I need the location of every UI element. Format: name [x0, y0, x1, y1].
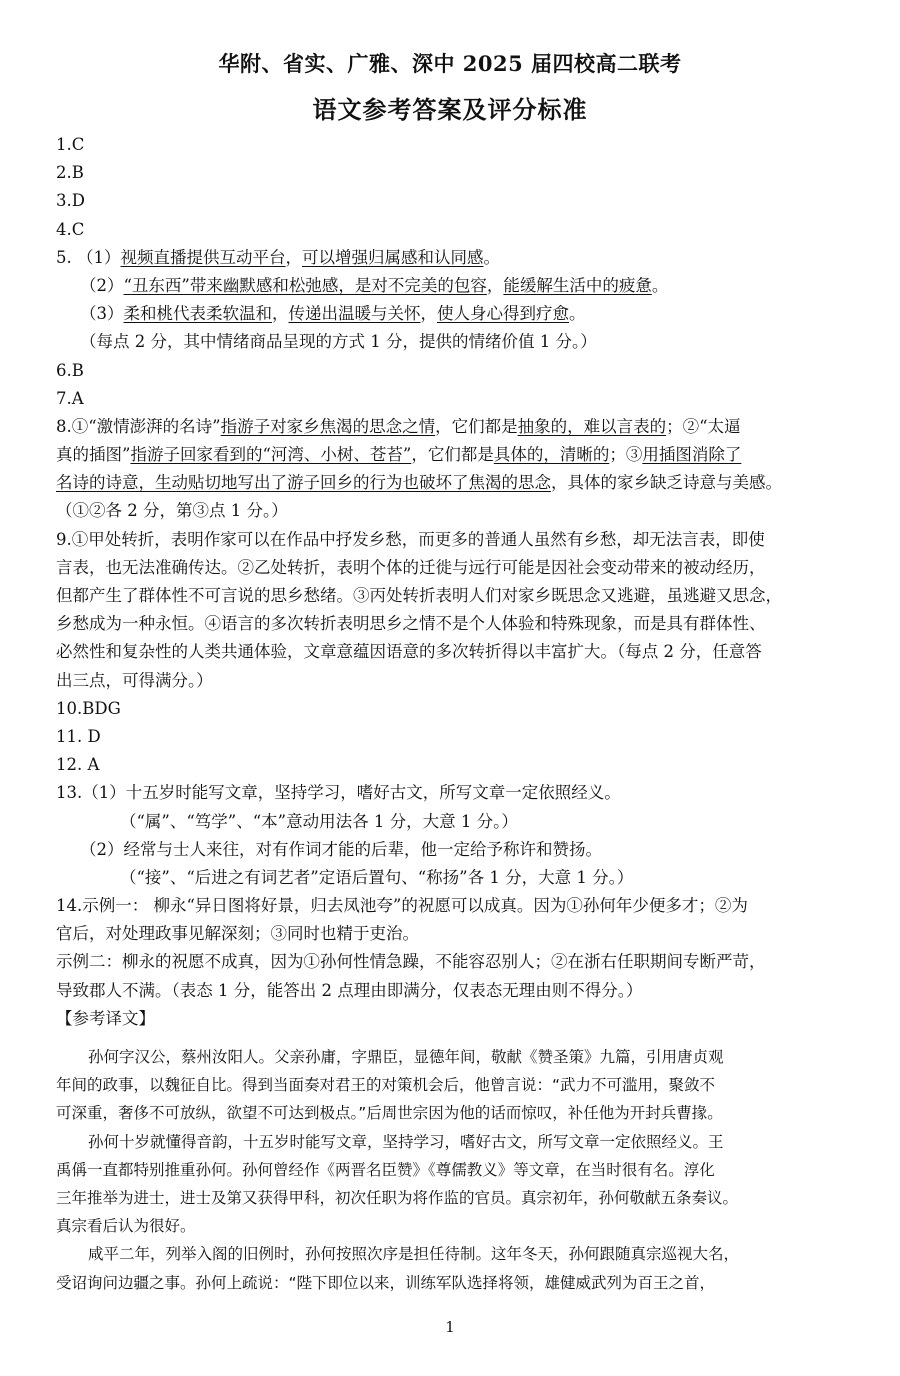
page-number: 1 — [445, 1318, 455, 1336]
text-segment: ， — [420, 304, 437, 324]
translation-line: 真宗看后认为很好。 — [56, 1217, 196, 1236]
translation-line: 受诏询问边疆之事。孙何上疏说：“陛下即位以来，训练军队选择将领，雄健威武列为百王之首， — [56, 1273, 716, 1292]
answer-8-line-2 — [56, 441, 856, 469]
text-segment: （2） — [80, 275, 124, 295]
answer-5-point-3 — [56, 300, 856, 328]
answer-9-line-2: 言表，也无法准确传达。②乙处转折，表明个体的迁徙与远行可能是因社会变动带来的被动经历， — [56, 557, 766, 577]
underlined-key-point: 视频直播提供互动平台 — [120, 247, 286, 267]
text-segment: ，它们都是 — [435, 416, 518, 436]
answer-10: 10.BDG — [56, 698, 121, 718]
translation-line: 可深重，奢侈不可放纵，欲望不可达到极点。”后周世宗因为他的话而惊叹，补任他为开封兵曹掾。 — [56, 1104, 723, 1123]
answer-5-point-1 — [56, 244, 856, 272]
answer-8-scoring-note: （①②各 2 分，第③点 1 分。） — [56, 501, 288, 521]
answer-9-line-5: 必然性和复杂性的人类共通体验，文章意蕴因语意的多次转折得以丰富扩大。（每点 2 分，任意答 — [56, 642, 762, 662]
text-segment: ， — [272, 304, 289, 324]
answer-9-line-6: 出三点，可得满分。） — [56, 670, 213, 690]
answer-14-line-4: 导致郡人不满。（表态 1 分，能答出 2 点理由即满分，仅表态无理由则不得分。） — [56, 980, 643, 1000]
text-segment: ；③ — [609, 445, 643, 465]
answer-13-part-1: 13.（1）十五岁时能写文章，坚持学习，嗜好古文，所写文章一定依照经义。 — [56, 783, 621, 803]
answer-body — [56, 131, 856, 1033]
answer-14-line-2: 官后，对处理政事见解深刻；③同时也精于吏治。 — [56, 924, 419, 944]
underlined-key-point: 抽象的，难以言表的 — [517, 416, 667, 436]
answer-5-point-2 — [56, 272, 856, 300]
reference-translation — [56, 1043, 856, 1297]
answer-6: 6.B — [56, 360, 84, 380]
underlined-key-point: 指游子回家看到的“河湾、小树、苍苔” — [130, 445, 412, 465]
underlined-key-point: “丑东西”带来幽默感和松弛感，是对不完美的包容 — [123, 275, 487, 295]
underlined-key-point: 柔和桃代表柔软温和 — [123, 304, 272, 324]
answer-11: 11. D — [56, 726, 101, 746]
answer-9-line-3: 但都产生了群体性不可言说的思乡愁绪。③丙处转折表明人们对家乡既思念又逃避，虽逃避又思念， — [56, 586, 782, 605]
answer-3: 3.D — [56, 191, 85, 211]
reference-translation-heading: 【参考译文】 — [56, 1008, 155, 1028]
answer-8-line-1 — [56, 413, 856, 441]
answer-14-line-3: 示例二：柳永的祝愿不成真，因为①孙何性情急躁，不能容忍别人；②在浙右任职期间专断严苛， — [56, 952, 766, 972]
answer-13-part-2: （2）经常与士人来往，对有作词才能的后辈，他一定给予称许和赞扬。 — [80, 839, 602, 859]
underlined-key-point: 具体的，清晰的 — [493, 445, 610, 465]
exam-title: 华附、省实、广雅、深中 2025 届四校高二联考 — [218, 51, 682, 76]
answer-13-part-2-note: （“接”、“后进之有词艺者”定语后置句、“称扬”各 1 分，大意 1 分。） — [120, 867, 634, 887]
answer-4: 4.C — [56, 219, 85, 239]
translation-line: 三年推举为进士，进士及第又获得甲科，初次任职为将作监的官员。真宗初年，孙何敬献五条奏议。 — [56, 1188, 739, 1207]
answer-5-scoring-note: （每点 2 分，其中情绪商品呈现的方式 1 分，提供的情绪价值 1 分。） — [80, 332, 597, 352]
underlined-key-point: 用插图消除了 — [642, 445, 742, 465]
answer-7: 7.A — [56, 388, 84, 408]
underlined-key-point: 可以增强归属感和认同感 — [302, 247, 484, 267]
underlined-key-point: 传递出温暖与关怀 — [288, 304, 421, 324]
answer-8-line-3 — [56, 469, 856, 497]
text-segment: 真的插图” — [56, 445, 131, 465]
text-segment: 。 — [651, 275, 669, 295]
answer-14-line-1: 14.示例一： 柳永“异日图将好景，归去凤池夸”的祝愿可以成真。因为①孙何年少便多才；②为 — [56, 896, 748, 916]
underlined-key-point: 名诗的诗意，生动贴切地写出了游子回乡的行为也破坏了焦渴的思念 — [56, 473, 551, 493]
answer-1: 1.C — [56, 135, 85, 154]
document-subtitle: 语文参考答案及评分标准 — [312, 95, 588, 124]
answer-12: 12. A — [56, 755, 100, 775]
text-segment: 。 — [569, 304, 586, 324]
underlined-key-point: 指游子对家乡焦渴的思念之情 — [220, 416, 436, 436]
translation-line: 孙何字汉公，蔡州汝阳人。父亲孙庸，字鼎臣，显德年间，敬献《赞圣策》九篇，引用唐贞观 — [88, 1048, 724, 1066]
translation-line: 咸平二年，列举入阁的旧例时，孙何按照次序是担任待制。这年冬天，孙何跟随真宗巡视大名， — [88, 1245, 740, 1264]
text-segment: ，它们都是 — [411, 445, 494, 465]
text-segment: 5. （1） — [56, 247, 121, 267]
text-segment: ；②“太逼 — [666, 416, 741, 436]
answer-13-part-1-note: （“属”、“笃学”、“本”意动用法各 1 分，大意 1 分。） — [120, 811, 518, 831]
text-segment: 。 — [483, 247, 500, 267]
text-segment: ， — [285, 247, 302, 267]
text-segment: （3） — [80, 304, 124, 324]
translation-line: 孙何十岁就懂得音韵，十五岁时能写文章，坚持学习，嗜好古文，所写文章一定依照经义。王 — [88, 1132, 724, 1151]
text-segment: 8.①“激情澎湃的名诗” — [56, 416, 221, 436]
translation-line: 年间的政事，以魏征自比。得到当面奏对君王的对策机会后，他曾言说：“武力不可滥用，聚敛不 — [56, 1076, 716, 1095]
answer-2: 2.B — [56, 163, 84, 183]
answer-9-line-4: 乡愁成为一种永恒。④语言的多次转折表明思乡之情不是个人体验和特殊现象，而是具有群体性、 — [56, 614, 766, 634]
answer-9-line-1: 9.①甲处转折，表明作家可以在作品中抒发乡愁，而更多的普通人虽然有乡愁，却无法言表，即使 — [56, 529, 765, 549]
text-segment: ，具体的家乡缺乏诗意与美感。 — [551, 473, 782, 493]
underlined-key-point: 使人身心得到疗愈 — [437, 304, 569, 324]
underlined-key-point: 能缓解生活中的疲惫 — [503, 275, 652, 295]
text-segment: ， — [486, 275, 504, 295]
translation-line: 禹偁一直都特别推重孙何。孙何曾经作《两晋名臣赞》《尊儒教义》等文章，在当时很有名。淳化 — [56, 1160, 715, 1179]
